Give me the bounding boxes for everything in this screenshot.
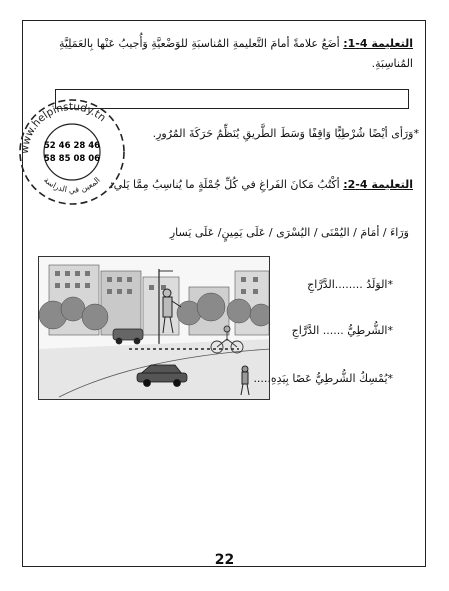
statement-text: *وَرَأى أيْضًا شُرْطِيًّا وَاقِفًا وَسَطَ الطَّريقِ يُنَظِّمُ حَرَكَةَ المُرُورِ.	[152, 127, 419, 140]
instruction-2-line	[110, 178, 413, 191]
sentence-2: *الشُّرطِيُّ ...... الدَّرَّاجِ	[291, 324, 393, 337]
instruction-1-line-2: المُناسِبَةِ.	[371, 57, 413, 70]
street-scene-image	[38, 256, 270, 400]
stamp-phone-1: 52 46 28 46	[43, 141, 101, 151]
sentence-1: *الوَلَدُ ........الدَّرَّاجِ	[307, 278, 393, 291]
stamp-phone-2: 58 85 08 06	[43, 154, 101, 164]
street-scene-drawing	[39, 257, 270, 400]
instruction-1-line	[59, 37, 413, 50]
instruction-2-label: التعليمة 4-2:	[343, 178, 413, 191]
word-bank: وَرَاءَ / أمَامَ / اليُمْنَى / اليُسْرَى / عَلَى يَمِينٍ/ عَلَى يَسارِ	[169, 226, 409, 239]
stamp-motto: المعين في الدراسة	[42, 175, 102, 195]
stamp-site-text: www.helpinstudy.tn	[18, 100, 108, 155]
svg-text:المعين في الدراسة	[42, 175, 102, 194]
instruction-2-text: أكْتُبُ مَكانَ الفَراغِ في كُلِّ جُمْلَةٍ ما يُناسِبُ مِمَّا يَلي:	[109, 178, 340, 191]
instruction-1-text: أضَعُ علامةً أمامَ التَّعليمةِ المُناسبَةِ للوَضْعيَّةِ وَأُجيبُ عَنْها بِالعَمَلِيَّةِ	[58, 37, 340, 50]
sentence-3: *يُمْسِكُ الشُّرطِيُّ عَصًا بِيَدِهِ.....	[253, 372, 393, 385]
instruction-1-label: التعليمة 4-1:	[343, 37, 413, 50]
page-number: 22	[214, 552, 235, 568]
